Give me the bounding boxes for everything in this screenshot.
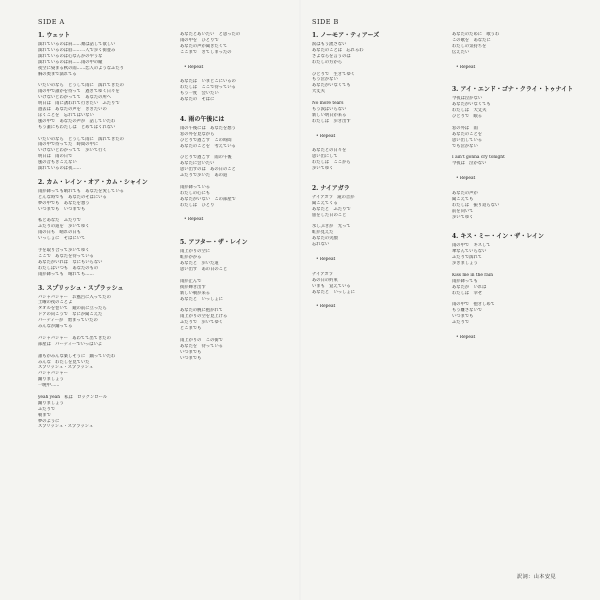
lyric-line: いつまでも	[180, 349, 202, 355]
song-title: 2. カム・レイン・オア・カム・シャイン	[38, 178, 148, 186]
lyric-line: 雨が降っても晴れても あなたを愛している	[38, 188, 124, 194]
song-block	[180, 32, 308, 109]
lyric-line	[312, 172, 440, 178]
lyric-line: 雨の中で誰かを待って 過ぎてゆく日々を	[38, 89, 120, 95]
lyric-line: でも泣かない	[452, 143, 478, 149]
lyric-line	[452, 326, 580, 332]
lyric-line: 大丈夫	[312, 89, 325, 95]
lyric-line: いまも 覚えている	[312, 283, 351, 289]
lyric-line: ふたりで	[452, 320, 470, 326]
lyric-line: あなたに会いたい	[180, 161, 215, 167]
lyric-line: 歩いてゆく	[452, 214, 474, 220]
lyric-line: ナイアガラ 滝の音が	[312, 194, 355, 200]
lyric-line: バシャバシャー	[38, 371, 68, 377]
lyric-line: 雨上がりの空に	[180, 249, 211, 255]
lyric-line: あなたと いっしょに	[312, 289, 355, 295]
lyric-line: 風の中で あなたの声が 話していたわ	[38, 118, 116, 124]
lyric-line: あなたがいなくても	[312, 83, 351, 89]
song-block	[38, 32, 166, 172]
lyric-line: あなたのことを 考えている	[180, 143, 236, 149]
lyric-line: いたいのなら どうして雨に 濡れてきたの	[38, 136, 124, 142]
lyric-line: yeah yeah 私は ロックンロール	[38, 394, 108, 400]
lyric-line: ふたりで 歩いてゆく	[180, 320, 223, 326]
lyric-line: 新しい明日が来る	[312, 112, 347, 118]
lyric-line: No more tears	[312, 101, 344, 107]
song-title: 3. アイ・エンド・ゴナ・クライ・トゥナイト	[452, 86, 574, 94]
lyric-line: 窓の外を見ながら	[180, 131, 215, 137]
repeat-marker: • Repeat	[184, 64, 204, 70]
lyric-line: あなたは いまどこにいるの	[180, 79, 236, 85]
lyric-line	[180, 209, 308, 215]
lyric-line: いたいのなら どうして雨に 濡れてきたの	[38, 83, 124, 89]
lyric-line: ふたりで歩いた あの道	[180, 173, 228, 179]
song-title: 1. ノーモア・ティアーズ	[312, 32, 380, 39]
lyric-line: 雨が降っても 晴れても……	[38, 271, 94, 277]
lyric-line: 今夜は泣かない	[452, 96, 483, 102]
lyric-line: 手を取り合って歩いてゆく	[38, 248, 90, 253]
lyric-line: パーティーが 始まっていたの	[38, 318, 98, 324]
lyric-line: あなたと 歩いた道	[180, 261, 219, 267]
lyric-line: 朝まで	[38, 412, 51, 418]
lyric-line: ひとりで過ごす この時間	[180, 137, 232, 143]
side-b-heading: SIDE B	[312, 18, 339, 26]
repeat-marker: • Repeat	[316, 257, 336, 262]
lyric-line: あなたが いれば	[452, 284, 487, 290]
lyric-line: あなたのことを	[452, 131, 483, 137]
lyrics-column	[312, 32, 440, 317]
lyric-line: バシャバシャー あわてて出てきたの	[38, 335, 111, 341]
lyric-line: 雨の日も 晴れの日も	[38, 230, 81, 236]
lyric-line: 雨の午後には あなたを想う	[180, 125, 236, 131]
lyric-line: 前を向いて	[452, 208, 474, 214]
lyric-line: もう涙はいらない	[312, 106, 347, 112]
song-block	[452, 86, 580, 226]
lyric-line: わたしは 振り返らない	[452, 202, 500, 208]
lyric-line: 雨の中で キスして	[452, 243, 491, 249]
song-title: 4. キス・ミー・イン・ザ・レイン	[452, 233, 544, 241]
lyric-line: あなたのことは 忘れるわ	[312, 47, 364, 53]
lyric-line: 雨が止んで	[180, 278, 202, 284]
lyric-line: 虹が見えた	[312, 230, 334, 236]
lyrics-column	[180, 32, 308, 369]
side-a-heading: SIDE A	[38, 18, 65, 26]
lyric-line: 誰もがみんな楽しそうに 踊っていたわ	[38, 353, 116, 359]
lyric-line	[180, 226, 308, 232]
lyric-line: あなたの腕に抱かれて	[180, 308, 223, 314]
lyric-line: バシャバシャー お風呂に入ってたの	[38, 294, 111, 300]
song-block	[180, 116, 308, 232]
lyric-line: あなたの声が聞きたくて	[180, 43, 228, 49]
song-block	[452, 32, 580, 79]
lyric-line	[452, 73, 580, 79]
lyric-line: この歌を あなたに	[452, 37, 491, 43]
lyric-line: 過去は あなたの声を ききたいの	[38, 106, 107, 112]
lyric-line: わたしの心にも	[180, 190, 211, 196]
lyric-line: あなたがいれば なにもいらない	[38, 259, 103, 265]
lyric-line: わたしの気持ちを	[452, 43, 487, 49]
lyric-line: わたしは ここで待っている	[180, 85, 236, 91]
lyric-line: 雨の中を ひとりで	[180, 37, 219, 43]
lyric-line: わたしの方から	[312, 59, 343, 65]
lyric-line: わたしは ひとり	[180, 202, 215, 208]
lyric-line: 明日は 雨の日で	[38, 154, 73, 160]
lyric-line: みんなが踊ってる	[38, 324, 73, 330]
lyric-line: ひとりで 眠る	[452, 114, 483, 120]
lyric-line	[180, 56, 308, 62]
lyric-line: 風の音もきこえない	[38, 160, 77, 166]
lyric-line: わたしは ここから	[312, 160, 351, 166]
repeat-marker: • Repeat	[456, 176, 476, 182]
lyric-line: あなたとの日々を	[312, 148, 347, 154]
lyric-line: ぼくことを 忘れてはいない	[38, 112, 94, 118]
lyric-line: どこまでも	[180, 326, 202, 332]
lyric-line: 虹がかかる	[180, 255, 202, 261]
lyric-line: あなたのために 歌うわ	[452, 32, 500, 37]
lyric-line: わたしは 幸せ	[452, 290, 483, 296]
lyric-line: いけないとわかってて 歩いて行く	[38, 148, 107, 154]
lyric-line: みんな わたしを見ていた	[38, 359, 90, 365]
lyric-line	[312, 295, 440, 301]
lyric-line: もう一度 会いたい	[180, 91, 219, 97]
lyric-line: スプリッシュ・スプラッシュ	[38, 424, 94, 430]
lyrics-column	[452, 32, 580, 348]
lyric-line: ふたりで濡れて	[452, 255, 483, 261]
lyric-line: ドアの向こうで なにか聞こえた	[38, 312, 103, 318]
lyric-line: 忘れない	[312, 242, 330, 248]
lyric-line: もう泣かない	[312, 77, 338, 83]
lyric-line: 思い出すのは あの日のこと	[180, 167, 236, 173]
repeat-marker: • Repeat	[456, 334, 476, 340]
lyric-line: 夜空に染まる秋の雨……恋人のようなふたり	[38, 65, 124, 71]
song-title: 1. ウェット	[38, 32, 71, 39]
lyric-line: 雨上がりの この街で	[180, 337, 223, 343]
lyric-line: あの日の約束	[312, 277, 338, 283]
lyric-line: わたしはいつも あなたのもの	[38, 265, 99, 271]
lyric-line: 思い出している	[452, 137, 483, 143]
song-block	[452, 233, 580, 341]
lyric-line: 雨の中で待ってた 時間の中に	[38, 142, 99, 148]
lyric-line: ふたりの道を 歩いてゆく	[38, 224, 90, 230]
lyric-line: あなたと いっしょに	[180, 296, 223, 302]
lyric-line: 夢の中でも あなたを想う	[38, 200, 90, 206]
lyric-line: さよならを言うのは	[312, 53, 351, 59]
lyric-line	[452, 56, 580, 62]
repeat-marker: • Repeat	[184, 217, 204, 223]
lyric-line: 思い出す あの日のこと	[180, 267, 228, 272]
lyric-line: ここで あなたを待っている	[38, 253, 94, 259]
repeat-marker: • Repeat	[316, 133, 336, 139]
lyric-line: タオルを巻いて 鏡の前に立ったら	[38, 306, 107, 312]
lyric-line: いっしょに そばにいて	[38, 236, 86, 242]
lyric-line: あなたの そばに	[180, 97, 215, 103]
lyric-line: 濡れているのは唇……二人で歩く街並み	[38, 47, 116, 53]
lyric-line: あなたがいない この部屋で	[180, 196, 236, 202]
lyric-line: 歩きましょう	[452, 261, 478, 267]
lyric-line: あなたとあいたい と思ったの	[180, 32, 241, 37]
lyric-line: 雨が降っても	[452, 278, 478, 284]
lyric-line: 涙はもう流さない	[312, 42, 347, 47]
lyric-line	[452, 220, 580, 226]
lyric-line: 濡れているのは肩……頬は話して欲しい	[38, 42, 116, 47]
lyric-line: I ain't gonna cry tonight	[452, 155, 505, 161]
lyrics-credit: 訳詞：山本安見	[516, 574, 556, 580]
song-block	[180, 239, 308, 361]
lyric-line: 新しい朝が来る	[180, 290, 211, 296]
lyric-line: いつまでも	[180, 355, 202, 361]
lyric-line: 今夜は 泣かない	[452, 161, 487, 167]
lyrics-column	[38, 32, 166, 437]
lyric-line: ふたりで	[38, 406, 56, 412]
song-title: 3. スプリッシュ・スプラッシュ	[38, 284, 124, 292]
lyric-line: 伝えたい	[452, 49, 470, 55]
lyric-line: スプリッシュ・スプラッシュ	[38, 365, 94, 371]
lyric-line: あなたを 待っている	[180, 343, 223, 349]
lyric-line: あなたの声が	[452, 190, 478, 196]
lyric-line: 聞こえても	[452, 196, 474, 202]
lyric-line: 思い出にして	[312, 154, 338, 160]
lyric-line: あなたと ふたりで	[312, 206, 351, 212]
lyric-line: あなたの笑顔	[312, 236, 338, 242]
lyric-line: 濡れているのは肩……雨の中の瞳	[38, 59, 103, 65]
lyric-line: 明日は 雨に誘われて行きたい ふたりで	[38, 101, 120, 107]
lyric-line: ナイアガラ	[312, 271, 334, 277]
lyric-line: 濡れているのは夜……	[38, 166, 81, 172]
song-block	[312, 32, 440, 178]
lyric-line: もう誰にもわたしは とめてはくれない	[38, 124, 116, 130]
lyric-line: 踊りましょう	[38, 377, 64, 383]
lyric-line: 夢のように	[38, 418, 60, 424]
lyric-line: 窓の外は 雨	[452, 125, 478, 131]
lyric-line: わたしは 大丈夫	[452, 108, 487, 114]
lyric-line: 街が輝き出す	[180, 284, 206, 290]
lyric-line: ひとりで 生きてゆく	[312, 71, 355, 77]
lyric-line: 雨が降っている	[180, 184, 211, 190]
lyric-line: 濡れているのは心なんかのやうな	[38, 53, 103, 59]
song-title: 2. ナイアガラ	[312, 184, 350, 192]
lyric-line: もう離さないで	[452, 308, 483, 314]
lyric-line: 雨の中で 抱きしめて	[452, 302, 495, 308]
lyric-line: いつまでも	[452, 314, 474, 320]
lyric-line	[452, 167, 580, 173]
lyric-line: 胸の奥まで濡れてる	[38, 71, 77, 77]
lyric-line	[180, 103, 308, 109]
lyric-line: どんな時でも あなたのそばにいる	[38, 194, 107, 200]
lyric-line: 部屋は パーティーでいっぱいよ	[38, 341, 103, 347]
repeat-marker: • Repeat	[456, 64, 476, 70]
lyric-line: ひとりで過ごす 雨の午後	[180, 155, 232, 161]
lyric-line: いつまでも いつまでも	[38, 206, 86, 212]
lyric-line: 踊りましょう	[38, 400, 64, 406]
lyric-line: 雨上がりの空を見上げる	[180, 314, 228, 320]
lyric-line: 土曜の夜のことよ	[38, 300, 73, 306]
lyric-line: 歩いてゆく	[312, 166, 334, 172]
lyric-line: 私とあなた ふたりで	[38, 218, 81, 224]
repeat-marker: • Repeat	[316, 304, 336, 310]
lyric-line: Kiss me in the rain	[452, 272, 494, 278]
lyric-line: わたしは 歩き出す	[312, 118, 351, 124]
lyric-line: 一晩中……	[38, 383, 60, 389]
lyric-line	[312, 125, 440, 131]
song-block	[312, 185, 440, 310]
lyric-line: ここまで きてしまったの	[180, 49, 232, 55]
lyric-line: 水しぶきが 光って	[312, 224, 351, 230]
lyric-line	[312, 248, 440, 254]
song-title: 4. 雨の午後には	[180, 115, 225, 123]
lyric-line: 聞こえてくる	[312, 200, 338, 206]
song-title: 5. アフター・ザ・レイン	[180, 239, 248, 247]
lyric-line: 旅をした日のこと	[312, 212, 347, 218]
song-block	[38, 285, 166, 431]
song-block	[38, 179, 166, 278]
lyric-line: あなたがいなくても	[452, 102, 491, 108]
lyric-line: いけないとわかってて あなたの所へ	[38, 95, 112, 101]
lyric-line: 傘なんていらない	[452, 249, 487, 255]
